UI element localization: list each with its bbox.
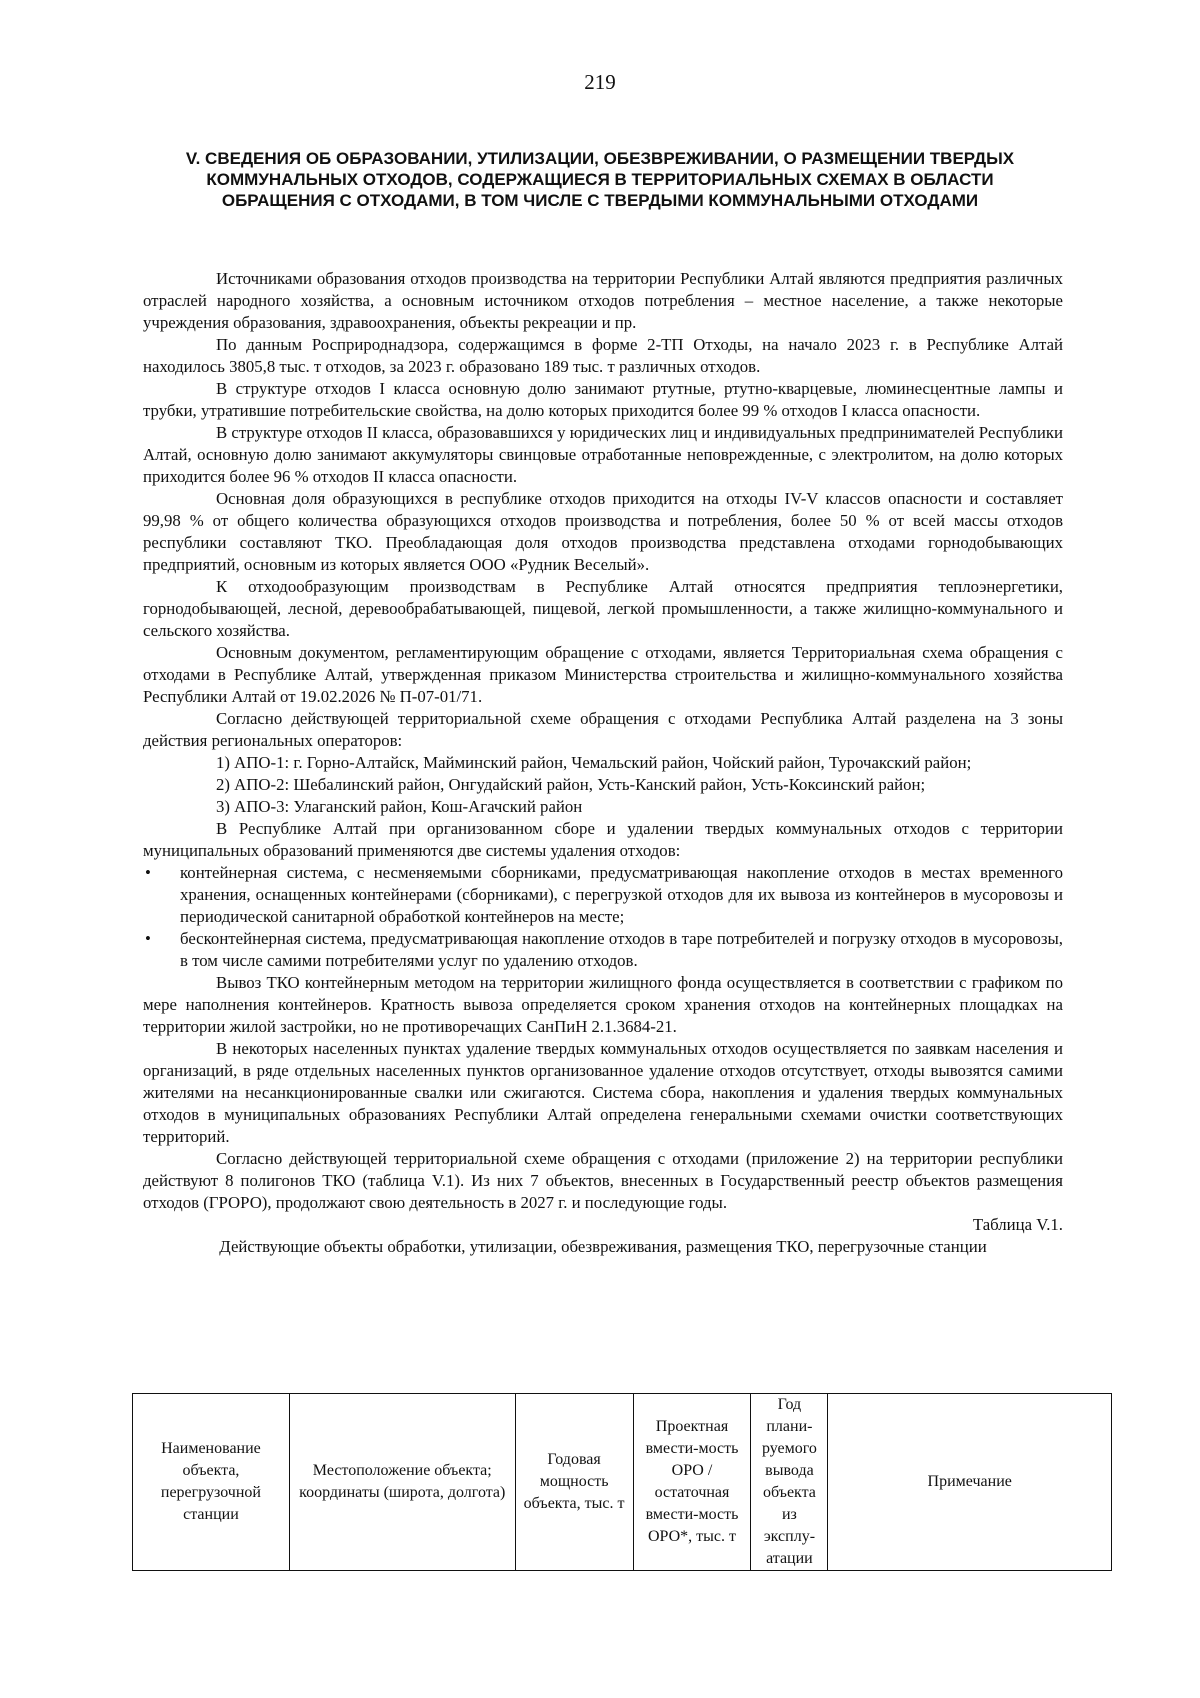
- list-item-text: бесконтейнерная система, предусматривающая накопление отходов в таре потребителей и погрузку отходов в мусоровозы, в том числе самими потребителями услуг по удалению отходов.: [180, 929, 1063, 970]
- table-label: Таблица V.1.: [972, 1215, 1063, 1234]
- zone-apo-2: 2) АПО-2: Шебалинский район, Онгудайский район, Усть-Канский район, Усть-Коксинский район;: [216, 775, 926, 794]
- paragraph-removal-systems: В Республике Алтай при организованном сборе и удалении твердых коммунальных отходов с территории муниципальных образований применяются две системы удаления отходов:: [143, 819, 1063, 860]
- objects-table: [132, 1393, 1112, 1571]
- column-header-location: Местоположение объекта; координаты (широта, долгота): [289, 1394, 515, 1571]
- removal-systems-list: [143, 862, 1063, 972]
- list-item-text: контейнерная система, с несменяемыми сборниками, предусматривающая накопление отходов в местах временного хранения, оснащенных контейнерами (сборниками), с перегрузкой отходов для их вывоза из контейнеров в мусоровозы и периодической санитарной обработкой контейнеров на месте;: [180, 863, 1063, 926]
- column-header-note: Примечание: [828, 1394, 1112, 1571]
- paragraph-zones: Согласно действующей территориальной схеме обращения с отходами Республика Алтай разделена на 3 зоны действия региональных операторов:: [143, 709, 1063, 750]
- zone-apo-1: 1) АПО-1: г. Горно-Алтайск, Майминский район, Чемальский район, Чойский район, Турочакский район;: [216, 753, 972, 772]
- table-title: Действующие объекты обработки, утилизации, обезвреживания, размещения ТКО, перегрузочные станции: [219, 1237, 987, 1256]
- bullet-icon: •: [145, 863, 151, 882]
- paragraph-class-1: В структуре отходов I класса основную долю занимают ртутные, ртутно-кварцевые, люминесцентные лампы и трубки, утратившие потребительские свойства, на долю которых приходится более 99 % отходов I класса опасности.: [143, 379, 1063, 420]
- column-header-decommission-year: Год плани-руемого вывода объекта из эксплу-атации: [751, 1394, 828, 1571]
- bullet-icon: •: [145, 929, 151, 948]
- paragraph-container-removal: Вывоз ТКО контейнерным методом на территории жилищного фонда осуществляется в соответствии с графиком по мере наполнения контейнеров. Кратность вывоза определяется сроком хранения отходов на контейнерных площадках на территории жилой застройки, но не противоречащих СанПиН 2.1.3684-21.: [143, 973, 1063, 1036]
- column-header-name: Наименование объекта, перегрузочной станции: [133, 1394, 290, 1571]
- zone-apo-3: 3) АПО-3: Улаганский район, Кош-Агачский район: [216, 797, 583, 816]
- table-header-row: [133, 1394, 1112, 1571]
- list-item: [143, 928, 1063, 972]
- page-number: 219: [584, 70, 616, 94]
- column-header-design-capacity: Проектная вмести-мость ОРО / остаточная вмести-мость ОРО*, тыс. т: [633, 1394, 751, 1571]
- column-header-capacity: Годовая мощность объекта, тыс. т: [515, 1394, 633, 1571]
- paragraph-sources: Источниками образования отходов производства на территории Республики Алтай являются предприятия различных отраслей народного хозяйства, а основным источником отходов потребления – местное население, а также некоторые учреждения образования, здравоохранения, объекты рекреации и пр.: [143, 269, 1063, 332]
- body-text: [143, 268, 1063, 1258]
- paragraph-producers: К отходообразующим производствам в Республике Алтай относятся предприятия теплоэнергетики, горнодобывающей, лесной, деревообрабатывающей, пищевой, легкой промышленности, а также жилищно-коммунального и сельского хозяйства.: [143, 577, 1063, 640]
- paragraph-class-4-5: Основная доля образующихся в республике отходов приходится на отходы IV-V классов опасности и составляет 99,98 % от общего количества образующихся отходов производства и потребления, более 50 % от всей массы отходов республики составляют ТКО. Преобладающая доля отходов производства представлена отходами горнодобывающих предприятий, основным из которых является ООО «Рудник Веселый».: [143, 489, 1063, 574]
- paragraph-landfills: Согласно действующей территориальной схеме обращения с отходами (приложение 2) на территории республики действуют 8 полигонов ТКО (таблица V.1). Из них 7 объектов, внесенных в Государственный реестр объектов размещения отходов (ГРОРО), продолжают свою деятельность в 2027 г. и последующие годы.: [143, 1149, 1063, 1212]
- paragraph-rosprirodnadzor: По данным Росприроднадзора, содержащимся в форме 2-ТП Отходы, на начало 2023 г. в Республике Алтай находилось 3805,8 тыс. т отходов, за 2023 г. образовано 189 тыс. т различных отходов.: [143, 335, 1063, 376]
- paragraph-settlements: В некоторых населенных пунктах удаление твердых коммунальных отходов осуществляется по заявкам населения и организаций, в ряде отдельных населенных пунктов организованное удаление отходов отсутствует, отходы вывозятся самими жителями на несанкционированные свалки или сжигаются. Система сбора, накопления и удаления твердых коммунальных отходов в муниципальных образованиях Республики Алтай определена генеральными схемами очистки соответствующих территорий.: [143, 1039, 1063, 1146]
- list-item: [143, 862, 1063, 928]
- paragraph-territorial-scheme: Основным документом, регламентирующим обращение с отходами, является Территориальная схема обращения с отходами в Республике Алтай, утвержденная приказом Министерства строительства и жилищно-коммунального хозяйства Республики Алтай от 19.02.2026 № П-07-01/71.: [143, 643, 1063, 706]
- section-heading: V. СВЕДЕНИЯ ОБ ОБРАЗОВАНИИ, УТИЛИЗАЦИИ, ОБЕЗВРЕЖИВАНИИ, О РАЗМЕЩЕНИИ ТВЕРДЫХ КОММУНАЛЬНЫХ ОТХОДОВ, СОДЕРЖАЩИЕСЯ В ТЕРРИТОРИАЛЬНЫХ СХЕМАХ В ОБЛАСТИ ОБРАЩЕНИЯ С ОТХОДАМИ, В ТОМ ЧИСЛЕ С ТВЕРДЫМИ КОММУНАЛЬНЫМИ ОТХОДАМИ: [185, 149, 1015, 210]
- paragraph-class-2: В структуре отходов II класса, образовавшихся у юридических лиц и индивидуальных предпринимателей Республики Алтай, основную долю занимают аккумуляторы свинцовые отработанные неповрежденные, с электролитом, на долю которых приходится более 96 % отходов II класса опасности.: [143, 423, 1063, 486]
